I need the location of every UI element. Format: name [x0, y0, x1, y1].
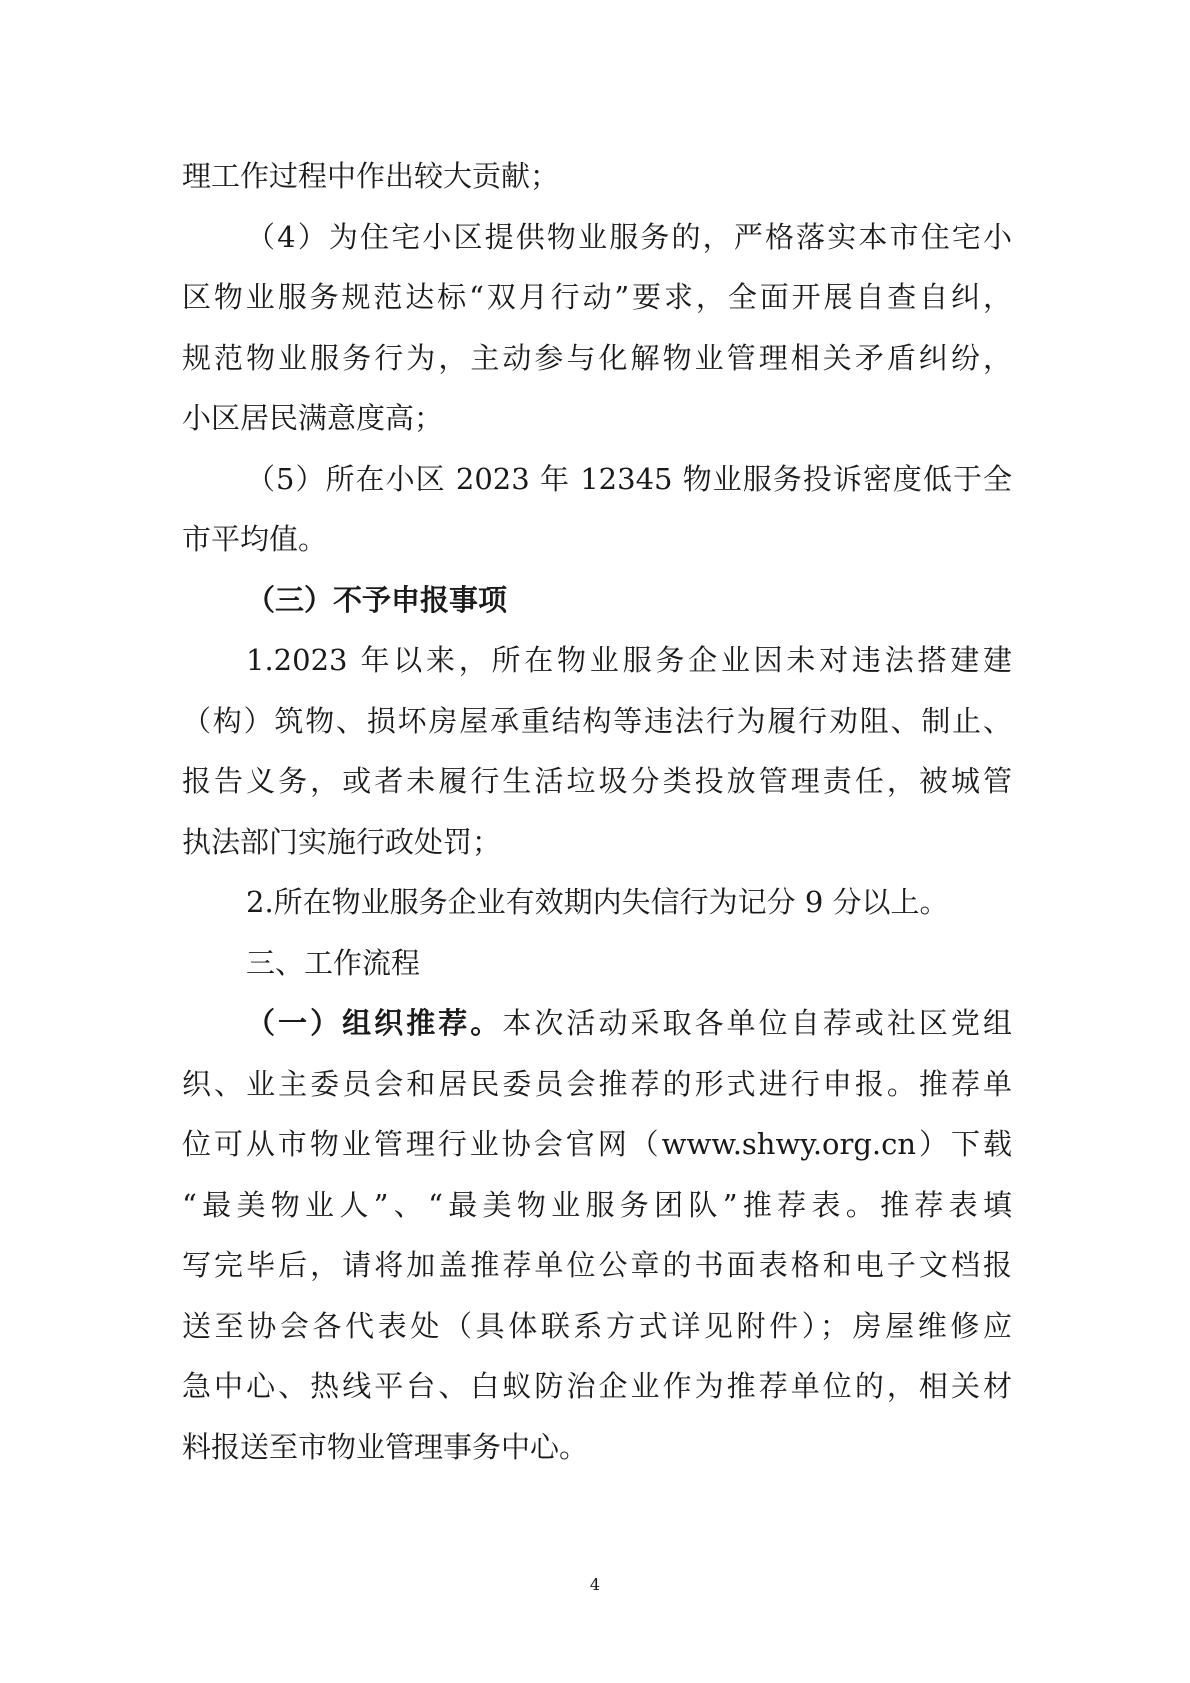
section-heading-no-application: （三）不予申报事项: [246, 582, 508, 617]
org-recommend-rest: 本次活动采取各单位自荐或社区党组: [502, 1006, 1012, 1040]
text-line: 市平均值。: [182, 522, 328, 556]
text-line: （4）为住宅小区提供物业服务的，严格落实本市住宅小: [246, 219, 1012, 254]
text-line: 1.2023 年以来，所在物业服务企业因未对违法搭建建: [246, 643, 1012, 677]
org-recommend-paragraph-start: [182, 993, 1012, 1054]
text-line: 理工作过程中作出较大贡献；: [182, 159, 560, 193]
section-heading-workflow: 三、工作流程: [246, 945, 421, 980]
text-line: “最美物业人”、“最美物业服务团队”推荐表。推荐表填: [182, 1187, 1012, 1222]
text-line: 小区居民满意度高；: [182, 401, 444, 435]
text-line: 急中心、热线平台、白蚁防治企业作为推荐单位的，相关材: [182, 1369, 1012, 1403]
text-line: 区物业服务规范达标“双月行动”要求，全面开展自查自纠，: [182, 280, 1012, 314]
text-line: 2.所在物业服务企业有效期内失信行为记分 9 分以上。: [246, 885, 949, 919]
text-line: 送至协会各代表处（具体联系方式详见附件）；房屋维修应: [182, 1308, 1012, 1343]
text-line: 位可从市物业管理行业协会官网（www.shwy.org.cn）下载: [182, 1127, 1012, 1161]
text-line: 规范物业服务行为，主动参与化解物业管理相关矛盾纠纷，: [182, 340, 1012, 375]
text-line: 料报送至市物业管理事务中心。: [182, 1429, 589, 1464]
text-line: 写完毕后，请将加盖推荐单位公章的书面表格和电子文档报: [182, 1248, 1012, 1282]
document-body: [182, 146, 1012, 1477]
org-recommend-lead: （一）组织推荐。: [246, 1006, 503, 1040]
text-line: 执法部门实施行政处罚；: [182, 824, 502, 859]
page-number: 4: [589, 1575, 601, 1594]
text-line: （5）所在小区 2023 年 12345 物业服务投诉密度低于全: [246, 461, 1012, 496]
text-line: 报告义务，或者未履行生活垃圾分类投放管理责任，被城管: [182, 764, 1012, 798]
text-line: 织、业主委员会和居民委员会推荐的形式进行申报。推荐单: [182, 1066, 1012, 1101]
text-line: （构）筑物、损坏房屋承重结构等违法行为履行劝阻、制止、: [182, 703, 1012, 738]
